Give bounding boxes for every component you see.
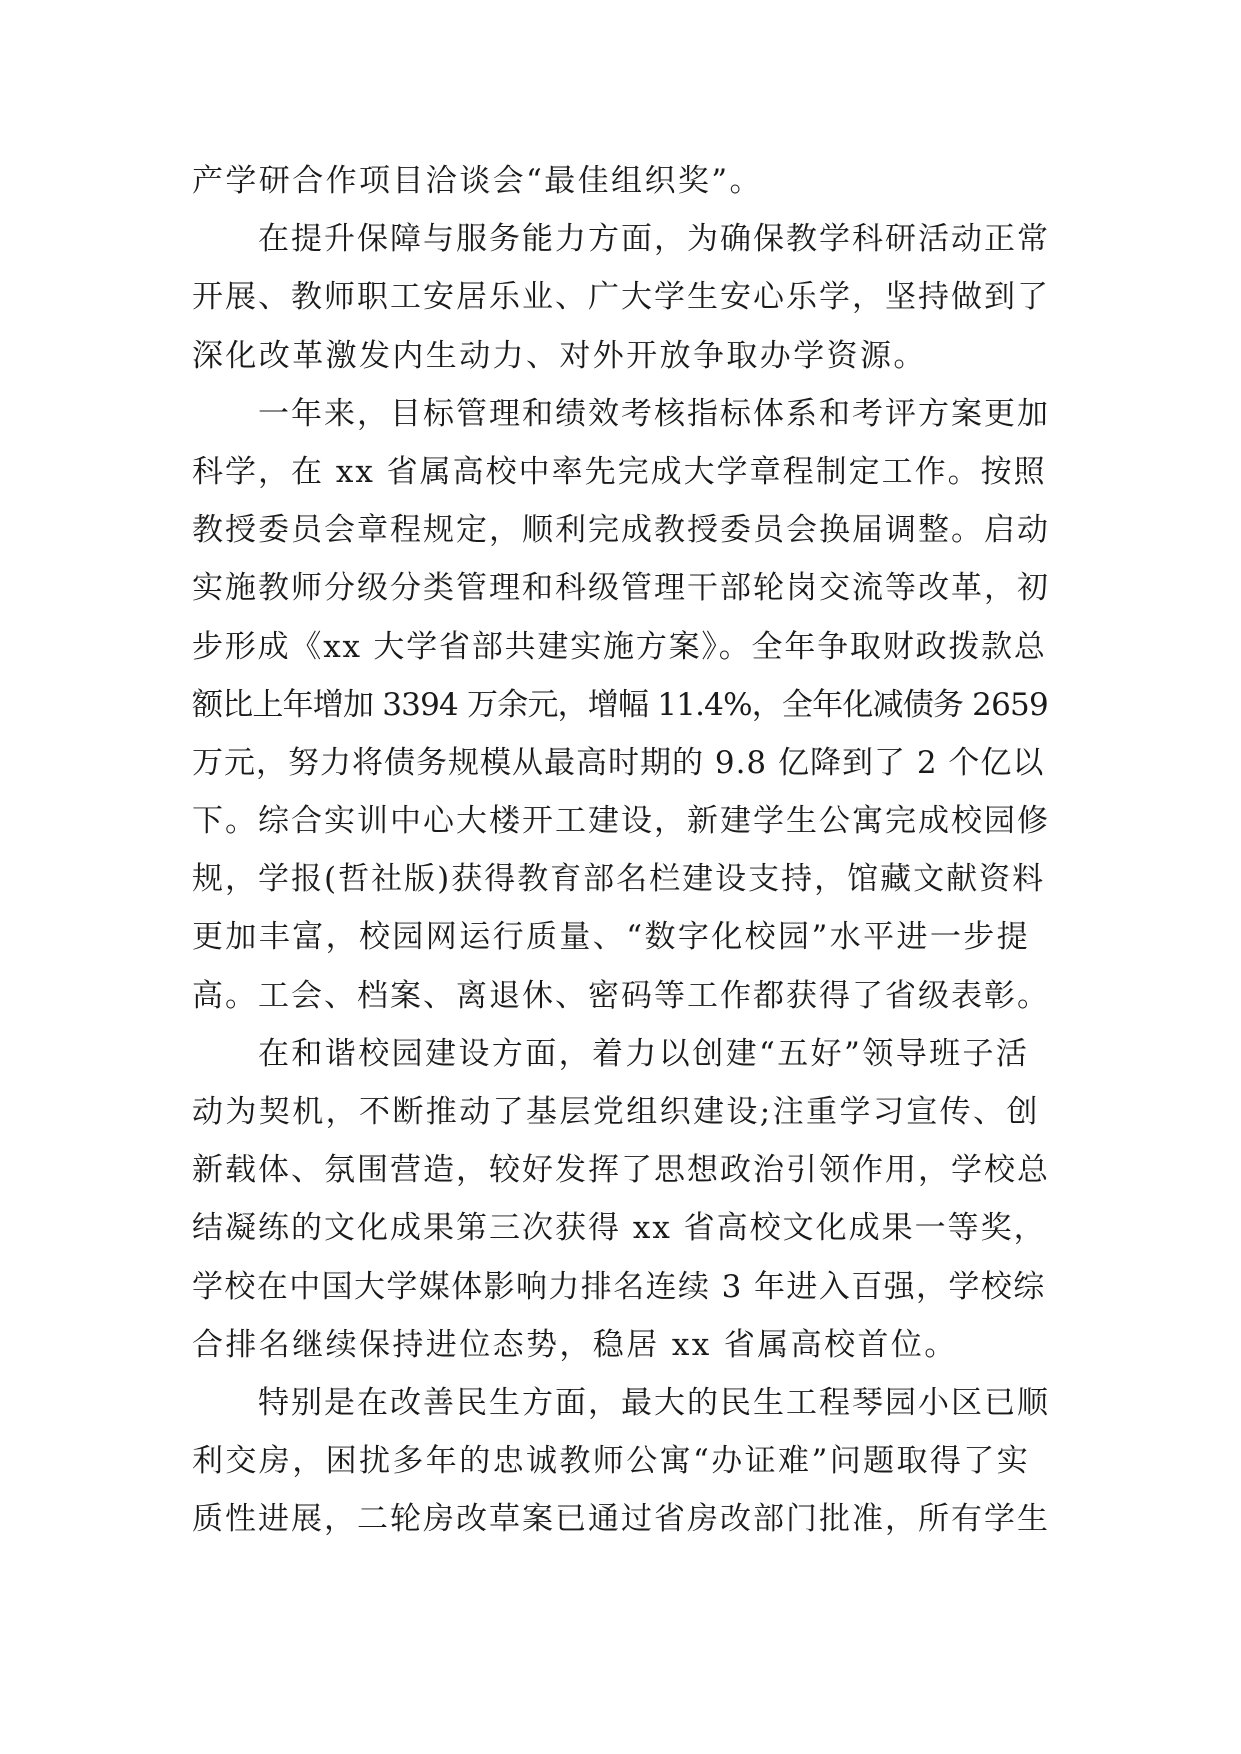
text-line: 新载体、氛围营造，较好发挥了思想政治引领作用，学校总 [192, 1152, 1050, 1189]
text-line: 实施教师分级分类管理和科级管理干部轮岗交流等改革，初 [192, 570, 1050, 607]
text-line: 在和谐校园建设方面，着力以创建“五好”领导班子活 [258, 1035, 1030, 1072]
text-line: 在提升保障与服务能力方面，为确保教学科研活动正常 [258, 221, 1050, 258]
body-text [192, 152, 1050, 1549]
text-line: 利交房，困扰多年的忠诚教师公寓“办证难”问题取得了实 [192, 1443, 1031, 1480]
text-line: 一年来，目标管理和绩效考核指标体系和考评方案更加 [258, 395, 1050, 432]
text-line: 深化改革激发内生动力、对外开放争取办学资源。 [192, 337, 927, 374]
text-line: 合排名继续保持进位态势，稳居 xx 省属高校首位。 [192, 1326, 958, 1363]
text-line: 科学，在 xx 省属高校中率先完成大学章程制定工作。按照 [192, 453, 1047, 490]
text-line: 下。综合实训中心大楼开工建设，新建学生公寓完成校园修 [192, 803, 1050, 840]
text-line: 特别是在改善民生方面，最大的民生工程琴园小区已顺 [258, 1384, 1050, 1421]
text-line: 额比上年增加 3394 万余元，增幅 11.4%，全年化减债务 2659 [192, 686, 1048, 723]
text-line: 开展、教师职工安居乐业、广大学生安心乐学，坚持做到了 [192, 279, 1050, 316]
text-line: 更加丰富，校园网运行质量、“数字化校园”水平进一步提 [192, 919, 1031, 956]
text-line: 动为契机，不断推动了基层党组织建设;注重学习宣传、创 [192, 1094, 1040, 1130]
text-line: 学校在中国大学媒体影响力排名连续 3 年进入百强，学校综 [192, 1268, 1046, 1305]
text-line: 万元，努力将债务规模从最高时期的 9.8 亿降到了 2 个亿以 [192, 744, 1045, 781]
text-line: 教授委员会章程规定，顺利完成教授委员会换届调整。启动 [192, 512, 1050, 549]
text-line: 高。工会、档案、离退休、密码等工作都获得了省级表彰。 [192, 977, 1050, 1014]
text-line: 产学研合作项目洽谈会“最佳组织奖”。 [192, 163, 763, 199]
text-line: 规，学报(哲社版)获得教育部名栏建设支持，馆藏文献资料 [192, 861, 1046, 898]
text-line: 结凝练的文化成果第三次获得 xx 省高校文化成果一等奖， [192, 1210, 1047, 1247]
text-line: 质性进展，二轮房改草案已通过省房改部门批准，所有学生 [192, 1501, 1050, 1538]
text-line: 步形成《xx 大学省部共建实施方案》。全年争取财政拨款总 [192, 628, 1047, 665]
